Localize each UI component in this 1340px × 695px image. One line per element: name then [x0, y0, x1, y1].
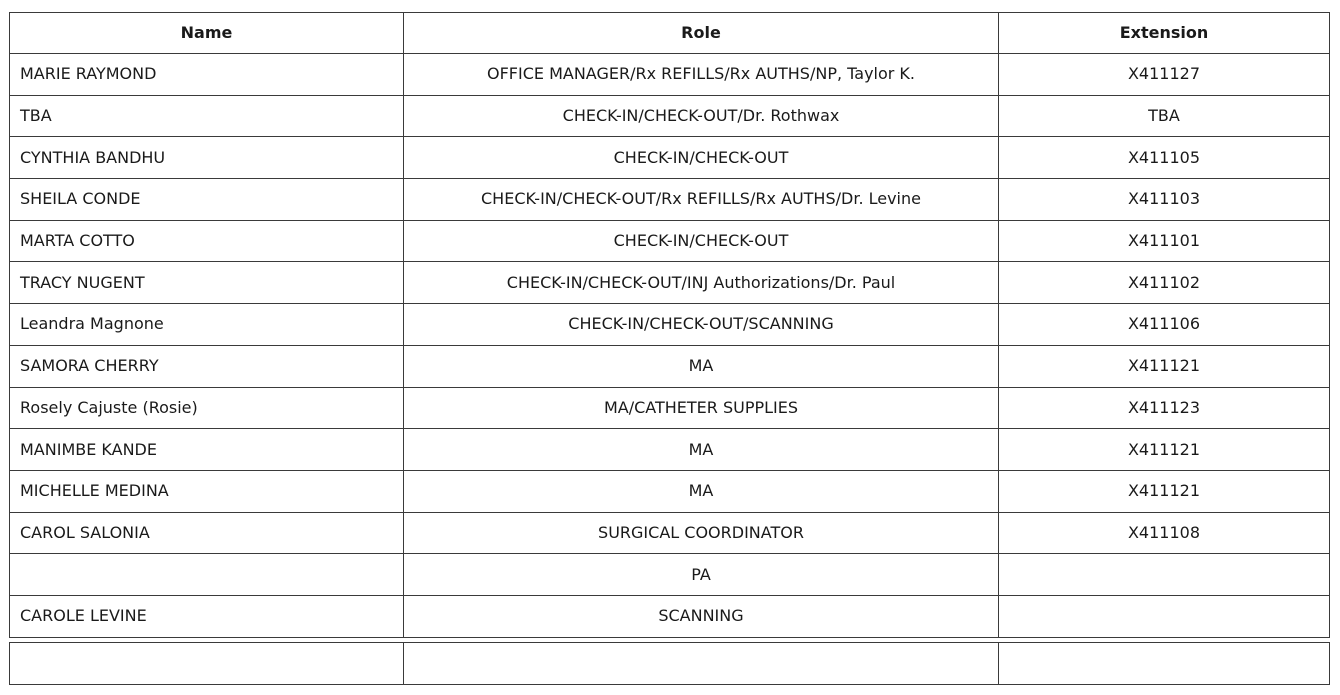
- empty-cell: [404, 643, 999, 685]
- name-cell: [10, 554, 404, 596]
- staff-extension-table: [9, 12, 1330, 638]
- extension-cell: X411127: [999, 54, 1330, 96]
- empty-footer-table: [9, 642, 1330, 685]
- name-cell: MANIMBE KANDE: [10, 429, 404, 471]
- table-row: [10, 137, 1330, 179]
- table-row: [10, 304, 1330, 346]
- extension-cell: X411108: [999, 512, 1330, 554]
- name-cell: MARTA COTTO: [10, 220, 404, 262]
- extension-cell: X411102: [999, 262, 1330, 304]
- extension-cell: X411101: [999, 220, 1330, 262]
- role-cell: CHECK-IN/CHECK-OUT: [404, 220, 999, 262]
- role-cell: CHECK-IN/CHECK-OUT/Rx REFILLS/Rx AUTHS/Dr. Levine: [404, 179, 999, 221]
- extension-cell: X411106: [999, 304, 1330, 346]
- table-row: [10, 54, 1330, 96]
- header-row: [10, 13, 1330, 54]
- table-row: [10, 179, 1330, 221]
- extension-cell: X411121: [999, 345, 1330, 387]
- extension-cell: [999, 595, 1330, 637]
- table-row: [10, 262, 1330, 304]
- column-header-name: Name: [10, 13, 404, 54]
- role-cell: PA: [404, 554, 999, 596]
- table-row: [10, 595, 1330, 637]
- empty-row: [10, 643, 1330, 685]
- name-cell: TBA: [10, 95, 404, 137]
- role-cell: MA: [404, 345, 999, 387]
- role-cell: MA/CATHETER SUPPLIES: [404, 387, 999, 429]
- name-cell: SHEILA CONDE: [10, 179, 404, 221]
- extension-cell: X411103: [999, 179, 1330, 221]
- table-row: [10, 345, 1330, 387]
- name-cell: SAMORA CHERRY: [10, 345, 404, 387]
- extension-cell: X411121: [999, 470, 1330, 512]
- name-cell: MICHELLE MEDINA: [10, 470, 404, 512]
- table-row: [10, 95, 1330, 137]
- role-cell: CHECK-IN/CHECK-OUT/INJ Authorizations/Dr. Paul: [404, 262, 999, 304]
- table-row: [10, 220, 1330, 262]
- role-cell: SCANNING: [404, 595, 999, 637]
- name-cell: Leandra Magnone: [10, 304, 404, 346]
- name-cell: CAROLE LEVINE: [10, 595, 404, 637]
- role-cell: CHECK-IN/CHECK-OUT/Dr. Rothwax: [404, 95, 999, 137]
- column-header-extension: Extension: [999, 13, 1330, 54]
- empty-cell: [999, 643, 1330, 685]
- role-cell: MA: [404, 470, 999, 512]
- table-row: [10, 554, 1330, 596]
- table-row: [10, 470, 1330, 512]
- role-cell: CHECK-IN/CHECK-OUT/SCANNING: [404, 304, 999, 346]
- extension-cell: X411123: [999, 387, 1330, 429]
- table-row: [10, 512, 1330, 554]
- column-header-role: Role: [404, 13, 999, 54]
- extension-cell: [999, 554, 1330, 596]
- extension-cell: TBA: [999, 95, 1330, 137]
- empty-cell: [10, 643, 404, 685]
- table-row: [10, 387, 1330, 429]
- name-cell: CYNTHIA BANDHU: [10, 137, 404, 179]
- extension-cell: X411105: [999, 137, 1330, 179]
- name-cell: TRACY NUGENT: [10, 262, 404, 304]
- name-cell: CAROL SALONIA: [10, 512, 404, 554]
- role-cell: CHECK-IN/CHECK-OUT: [404, 137, 999, 179]
- table-row: [10, 429, 1330, 471]
- extension-cell: X411121: [999, 429, 1330, 471]
- name-cell: MARIE RAYMOND: [10, 54, 404, 96]
- role-cell: MA: [404, 429, 999, 471]
- role-cell: SURGICAL COORDINATOR: [404, 512, 999, 554]
- role-cell: OFFICE MANAGER/Rx REFILLS/Rx AUTHS/NP, Taylor K.: [404, 54, 999, 96]
- name-cell: Rosely Cajuste (Rosie): [10, 387, 404, 429]
